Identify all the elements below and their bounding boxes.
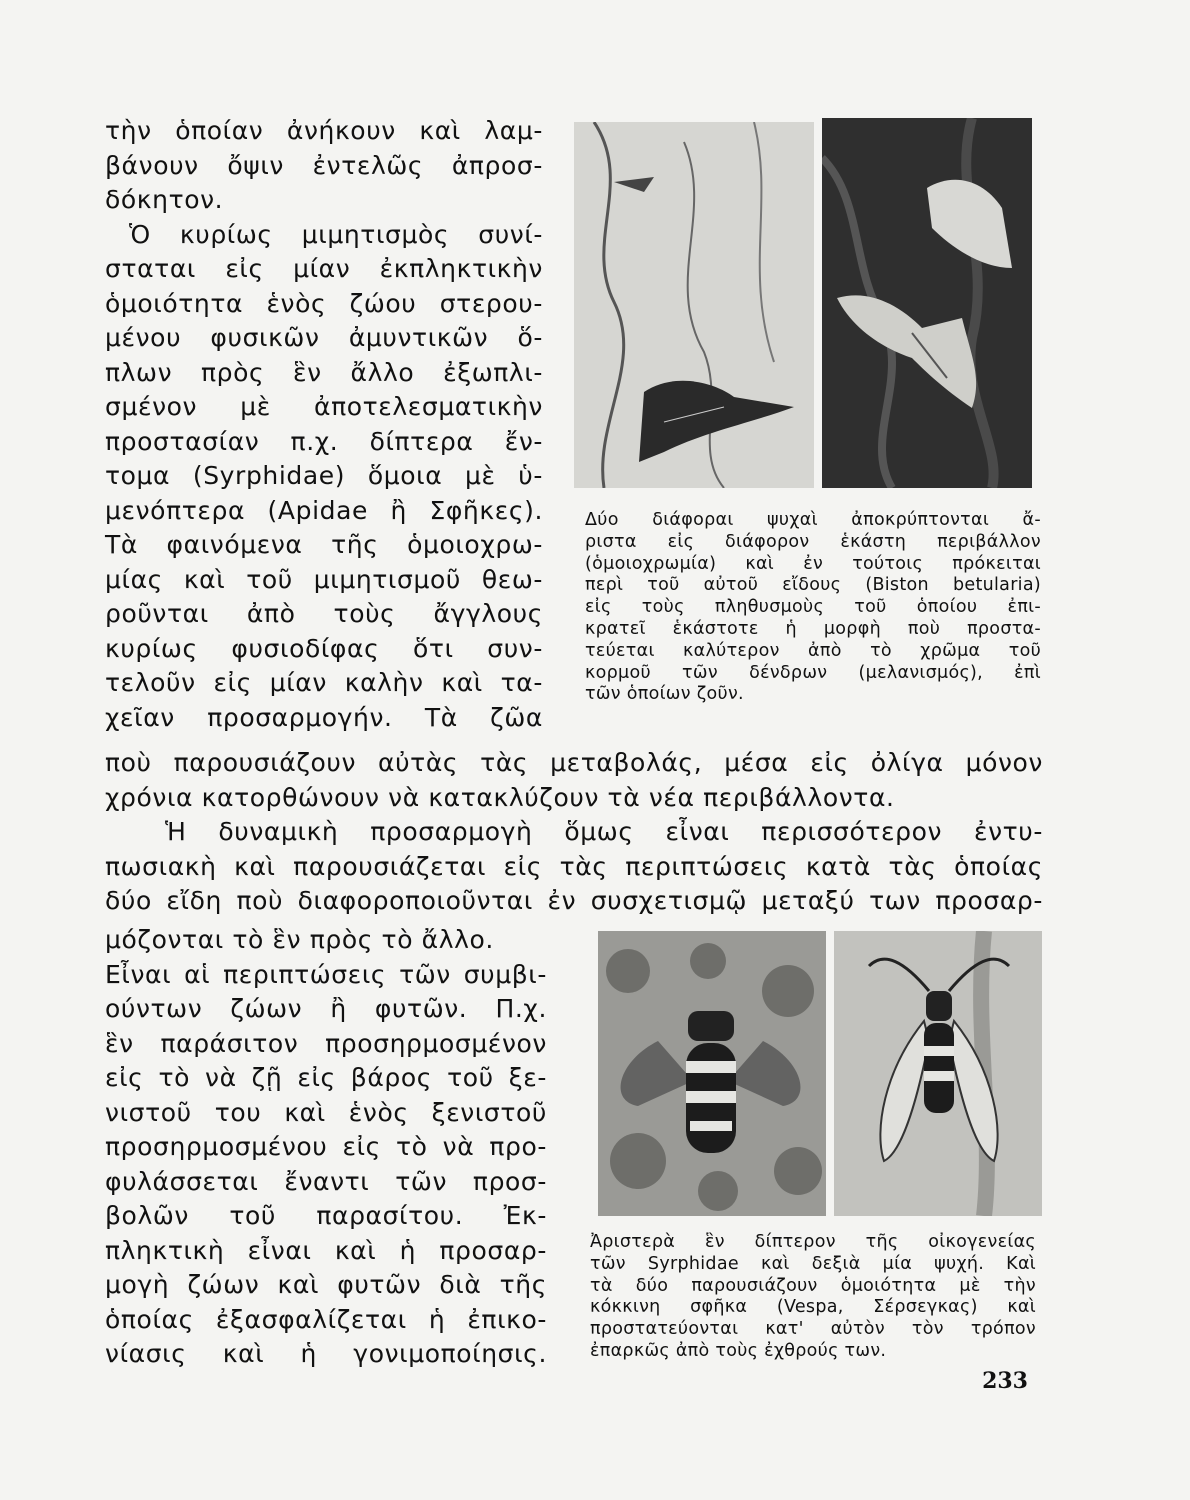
caption-line: Ἀριστερὰ ἓν δίπτερον τῆς οἰκογενείας [590, 1232, 1036, 1252]
text-line: εἰς τὸ νὰ ζῇ εἰς βάρος τοῦ ξε- [105, 1063, 547, 1092]
caption-line: τῶν Syrphidae καὶ δεξιὰ μία ψυχή. Καὶ [590, 1253, 1036, 1274]
full-width-text [105, 746, 1043, 919]
caption-line: κρατεῖ ἑκάστοτε ἡ μορφὴ ποὺ προστα- [585, 618, 1041, 639]
photo-caption-2 [590, 1232, 1036, 1363]
text-line: Ὁ κυρίως μιμητισμὸς συνί- [129, 219, 543, 249]
text-line: πωσιακὴ καὶ παρουσιάζεται εἰς τὰς περιπτώσεις κατὰ τὰς ὁποίας [105, 851, 1043, 881]
text-line: νιστοῦ του καὶ ἑνὸς ξενιστοῦ [105, 1097, 547, 1127]
photo-light-moth-on-bark [574, 122, 814, 488]
caption-line: εἰς τοὺς πληθυσμοὺς τοῦ ὁποίου ἐπι- [585, 597, 1041, 618]
text-line: ούντων ζώων ἢ φυτῶν. Π.χ. [105, 994, 547, 1023]
text-line: πληκτικὴ εἶναι καὶ ἡ προσαρ- [105, 1235, 547, 1265]
photo-dark-moth-on-bark [822, 118, 1032, 488]
text-line: μίας καὶ τοῦ μιμητισμοῦ θεω- [105, 564, 543, 594]
caption-line: περὶ τοῦ αὐτοῦ εἴδους (Biston betularia) [585, 575, 1041, 596]
text-line: φυλάσσεται ἔναντι τῶν προσ- [105, 1166, 547, 1196]
caption-line: τῶν ὁποίων ζοῦν. [585, 684, 744, 705]
caption-line: κορμοῦ τῶν δένδρων (μελανισμός), ἐπὶ [585, 662, 1041, 683]
caption-line: (ὁμοιοχρωμία) καὶ ἐν τούτοις πρόκειται [585, 553, 1041, 574]
text-line: προστασίαν π.χ. δίπτερα ἔν- [105, 426, 543, 456]
text-line: τελοῦν εἰς μίαν καλὴν καὶ τα- [105, 668, 543, 697]
text-line: ποὺ παρουσιάζουν αὐτὰς τὰς μεταβολάς, μέσα εἰς ὀλίγα μόνον [105, 748, 1043, 777]
text-line: δόκητον. [105, 185, 224, 214]
text-line: ὁμοιότητα ἑνὸς ζώου στερου- [105, 288, 543, 318]
caption-line: τεύεται καλύτερον ἀπὸ τὸ χρῶμα τοῦ [585, 640, 1041, 661]
bottom-text-column [105, 923, 547, 1372]
text-line: Εἶναι αἱ περιπτώσεις τῶν συμβι- [105, 959, 547, 989]
text-line: νίασις καὶ ἡ γονιμοποίησις. [105, 1339, 547, 1368]
photo-caption-1 [585, 510, 1041, 706]
top-text-column [105, 114, 543, 735]
text-line: μογὴ ζώων καὶ φυτῶν διὰ τῆς [105, 1270, 547, 1299]
text-line: Ἡ δυναμικὴ προσαρμογὴ ὅμως εἶναι περισσότερον ἐντυ- [165, 817, 1043, 846]
text-line: χεῖαν προσαρμογήν. Τὰ ζῶα [105, 702, 543, 732]
text-line: προσηρμοσμένου εἰς τὸ νὰ προ- [105, 1132, 547, 1161]
text-line: σμένον μὲ ἀποτελεσματικὴν [105, 392, 543, 421]
text-line: πλων πρὸς ἓν ἄλλο ἐξωπλι- [105, 357, 543, 387]
text-line: ὁποίας ἐξασφαλίζεται ἡ ἐπικο- [105, 1304, 547, 1334]
text-line: τομα (Syrphidae) ὅμοια μὲ ὑ- [105, 461, 543, 490]
text-line: μενόπτερα (Apidae ἢ Σφῆκες). [105, 495, 543, 525]
text-line: μόζονται τὸ ἓν πρὸς τὸ ἄλλο. [105, 925, 494, 954]
text-line: μένου φυσικῶν ἀμυντικῶν ὅ- [105, 323, 543, 352]
caption-line: προστατεύονται κατ' αὐτὸν τὸν τρόπον [590, 1319, 1036, 1340]
text-line: τὴν ὁποίαν ἀνήκουν καὶ λαμ- [105, 116, 543, 145]
page-number: 233 [982, 1368, 1028, 1394]
text-line: σταται εἰς μίαν ἐκπληκτικὴν [105, 254, 543, 283]
caption-line: ἐπαρκῶς ἀπὸ τοὺς ἐχθρούς των. [590, 1340, 887, 1361]
caption-line: τὰ δύο παρουσιάζουν ὁμοιότητα μὲ τὴν [590, 1275, 1036, 1296]
photo-syrphid-fly [598, 931, 826, 1216]
photo-clearwing-moth [834, 931, 1042, 1216]
text-line: χρόνια κατορθώνουν νὰ κατακλύζουν τὰ νέα περιβάλλοντα. [105, 782, 895, 812]
text-line: ροῦνται ἀπὸ τοὺς ἄγγλους [105, 599, 543, 628]
caption-line: κόκκινη σφῆκα (Vespa, Σέρσεγκας) καὶ [590, 1297, 1036, 1318]
caption-line: Δύο διάφοραι ψυχαὶ ἀποκρύπτονται ἄ- [585, 510, 1041, 530]
text-line: βολῶν τοῦ παρασίτου. Ἐκ- [105, 1201, 547, 1230]
text-line: βάνουν ὄψιν ἐντελῶς ἀπροσ- [105, 150, 543, 180]
text-line: Τὰ φαινόμενα τῆς ὁμοιοχρω- [105, 530, 543, 559]
text-line: κυρίως φυσιοδίφας ὅτι συν- [105, 633, 543, 663]
caption-line: ριστα εἰς διάφορον ἑκάστη περιβάλλον [585, 531, 1041, 552]
text-line: δύο εἴδη ποὺ διαφοροποιοῦνται ἐν συσχετισμῷ μεταξύ των προσαρ- [105, 886, 1043, 915]
text-line: ἓν παράσιτον προσηρμοσμένον [105, 1028, 547, 1058]
